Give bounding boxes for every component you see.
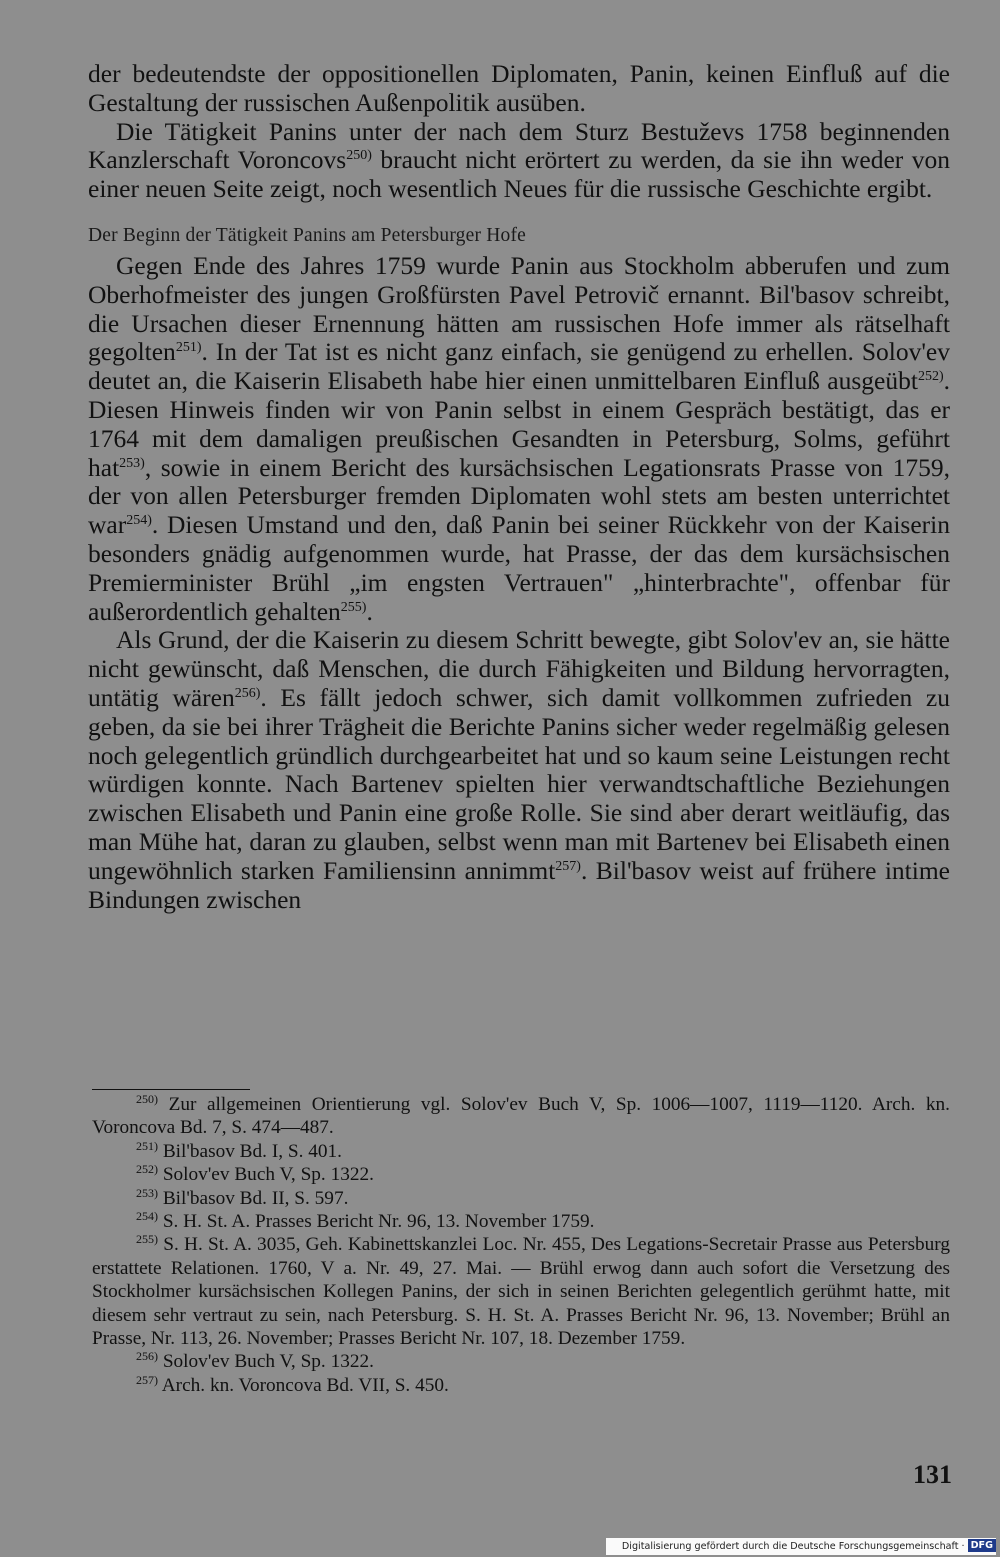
- footnote-text: Solov'ev Buch V, Sp. 1322.: [158, 1164, 374, 1186]
- footnote: [92, 1350, 950, 1373]
- footnote: [92, 1140, 950, 1163]
- paragraph-text: . In der Tat ist es nicht ganz einfach, sie genügend zu erhellen. Solov'ev deutet an, die Kaiserin Elisabeth habe hier einen unmittelbaren Einfluß ausgeübt: [88, 337, 950, 396]
- footer-text: Digitalisierung gefördert durch die Deutsche Forschungsgemeinschaft ·: [621, 1541, 965, 1552]
- paragraph-text: Gegen Ende des Jahres 1759 wurde Panin aus Stockholm abberufen und zum Oberhofmeister des jungen Großfürsten Pavel Petrovič ernannt. Bil'basov schreibt, die Ursachen dieser Ernennung hätten am russischen Hofe immer als rätselhaft gegolten: [88, 250, 950, 367]
- footnote-text: Zur allgemeinen Orientierung vgl. Solov'ev Buch V, Sp. 1006—1007, 1119—1120. Arch. kn. Voroncova Bd. 7, S. 474—487.: [92, 1094, 950, 1139]
- footnote-ref: 255): [340, 599, 367, 615]
- main-text: [88, 60, 950, 914]
- paragraph-2: [88, 118, 950, 204]
- page-number: 131: [913, 1460, 952, 1489]
- footnote-number: 254): [136, 1209, 158, 1224]
- paragraph-text: . Es fällt jedoch schwer, sich damit vollkommen zufrieden zu geben, da sie bei ihrer Trägheit die Berichte Panins sicher weder regelmäßig gelesen noch gelegentlich gründlich durchgearbeitet hat und so kaum seine Leistungen recht würdigen konnte. Nach Bartenev spielten hier verwandtschaftliche Beziehungen zwischen Elisabeth und Panin eine große Rolle. Sie sind aber derart weitläufig, das man Mühe hat, daran zu glauben, selbst wenn man mit Bartenev bei Elisabeth einen ungewöhnlich starken Familiensinn annimmt: [88, 682, 950, 885]
- footnote-number: 252): [136, 1162, 158, 1177]
- footnotes: [92, 1093, 950, 1397]
- footnote-number: 250): [136, 1092, 158, 1106]
- footnote-ref: 257): [555, 858, 581, 874]
- footnote-number: 256): [136, 1349, 158, 1364]
- footnote-ref: 253): [119, 455, 145, 471]
- footnote: [92, 1233, 950, 1350]
- digitization-footer: [606, 1538, 996, 1555]
- footnote-number: 251): [136, 1138, 158, 1153]
- footnote-text: Solov'ev Buch V, Sp. 1322.: [158, 1351, 374, 1373]
- footnote-ref: 252): [917, 369, 944, 385]
- footnote-number: 257): [136, 1372, 158, 1387]
- footnote-ref: 251): [175, 340, 202, 356]
- footnote-ref: 256): [234, 685, 261, 701]
- paragraph-text: . Bil'basov weist auf frühere intime Bindungen zwischen: [88, 855, 950, 914]
- paragraph-text: braucht nicht erörtert zu werden, da sie ihn weder von einer neuen Seite zeigt, noch wesentlich Neues für die russische Geschichte ergibt.: [88, 145, 950, 204]
- footnote-text: Arch. kn. Voroncova Bd. VII, S. 450.: [158, 1374, 449, 1396]
- paragraph-text: , sowie in einem Bericht des kursächsischen Legationsrats Prasse von 1759, der von allen Petersburger fremden Diplomaten wohl stets am besten unterrichtet war: [88, 452, 950, 540]
- paragraph-text: Als Grund, der die Kaiserin zu diesem Schritt bewegte, gibt Solov'ev an, sie hätte nicht gewünscht, daß Menschen, die durch Fähigkeiten und Bildung hervorragten, untätig wären: [88, 625, 950, 712]
- paragraph-text: . Diesen Umstand und den, daß Panin bei seiner Rückkehr von der Kaiserin besonders gnädig aufgenommen wurde, hat Prasse, der das dem kursächsischen Premierminister Brühl „im engsten Vertrauen" „hinterbrachte", offenbar für außerordentlich gehalten: [88, 510, 950, 626]
- footnote-ref: 254): [126, 513, 152, 529]
- paragraph-text: .: [366, 596, 373, 626]
- footnote-ref: 250): [346, 148, 372, 164]
- footnote-number: 255): [136, 1232, 158, 1247]
- paragraph-text: Die Tätigkeit Panins unter der nach dem Sturz Bestuževs 1758 beginnenden Kanzlerschaft Voroncovs: [88, 116, 950, 175]
- footnote-text: Bil'basov Bd. I, S. 401.: [158, 1140, 342, 1162]
- footnote: [92, 1163, 950, 1186]
- footnote: [92, 1093, 950, 1140]
- paragraph-text: der bedeutendste der oppositionellen Diplomaten, Panin, keinen Einfluß auf die Gestaltung der russischen Außenpolitik ausüben.: [88, 59, 950, 117]
- section-heading: Der Beginn der Tätigkeit Panins am Petersburger Hofe: [88, 224, 527, 246]
- footnote-divider: [92, 1089, 250, 1090]
- dfg-logo: DFG: [968, 1539, 996, 1552]
- footnote: [92, 1374, 950, 1397]
- footnote-text: Bil'basov Bd. II, S. 597.: [158, 1187, 349, 1209]
- paragraph-4: [88, 626, 950, 914]
- paragraph-text: . Diesen Hinweis finden wir von Panin selbst in einem Gespräch bestätigt, das er 1764 mit dem damaligen preußischen Gesandten in Petersburg, Solms, geführt hat: [88, 366, 950, 482]
- footnote-text: S. H. St. A. Prasses Bericht Nr. 96, 13. November 1759.: [158, 1211, 595, 1233]
- paragraph-1: [88, 60, 950, 118]
- footnote: [92, 1187, 950, 1210]
- paragraph-3: [88, 252, 950, 626]
- footnote-text: S. H. St. A. 3035, Geh. Kabinettskanzlei Loc. Nr. 455, Des Legations-Secretair Prasse aus Petersburg erstattete Relationen. 1760, V a. Nr. 49, 27. Mai. — Brühl erwog dann auch sofort die Versetzung des Stockholmer kursächsischen Kollegen Panins, der sich in seinen Berichten gelegentlich gerühmt hatte, mit diesem sehr vertraut zu sein, nach Petersburg. S. H. St. A. Prasses Bericht Nr. 96, 13. November; Brühl an Prasse, Nr. 113, 26. November; Prasses Bericht Nr. 107, 18. Dezember 1759.: [92, 1234, 950, 1350]
- footnote-number: 253): [136, 1185, 158, 1200]
- footnote: [92, 1210, 950, 1233]
